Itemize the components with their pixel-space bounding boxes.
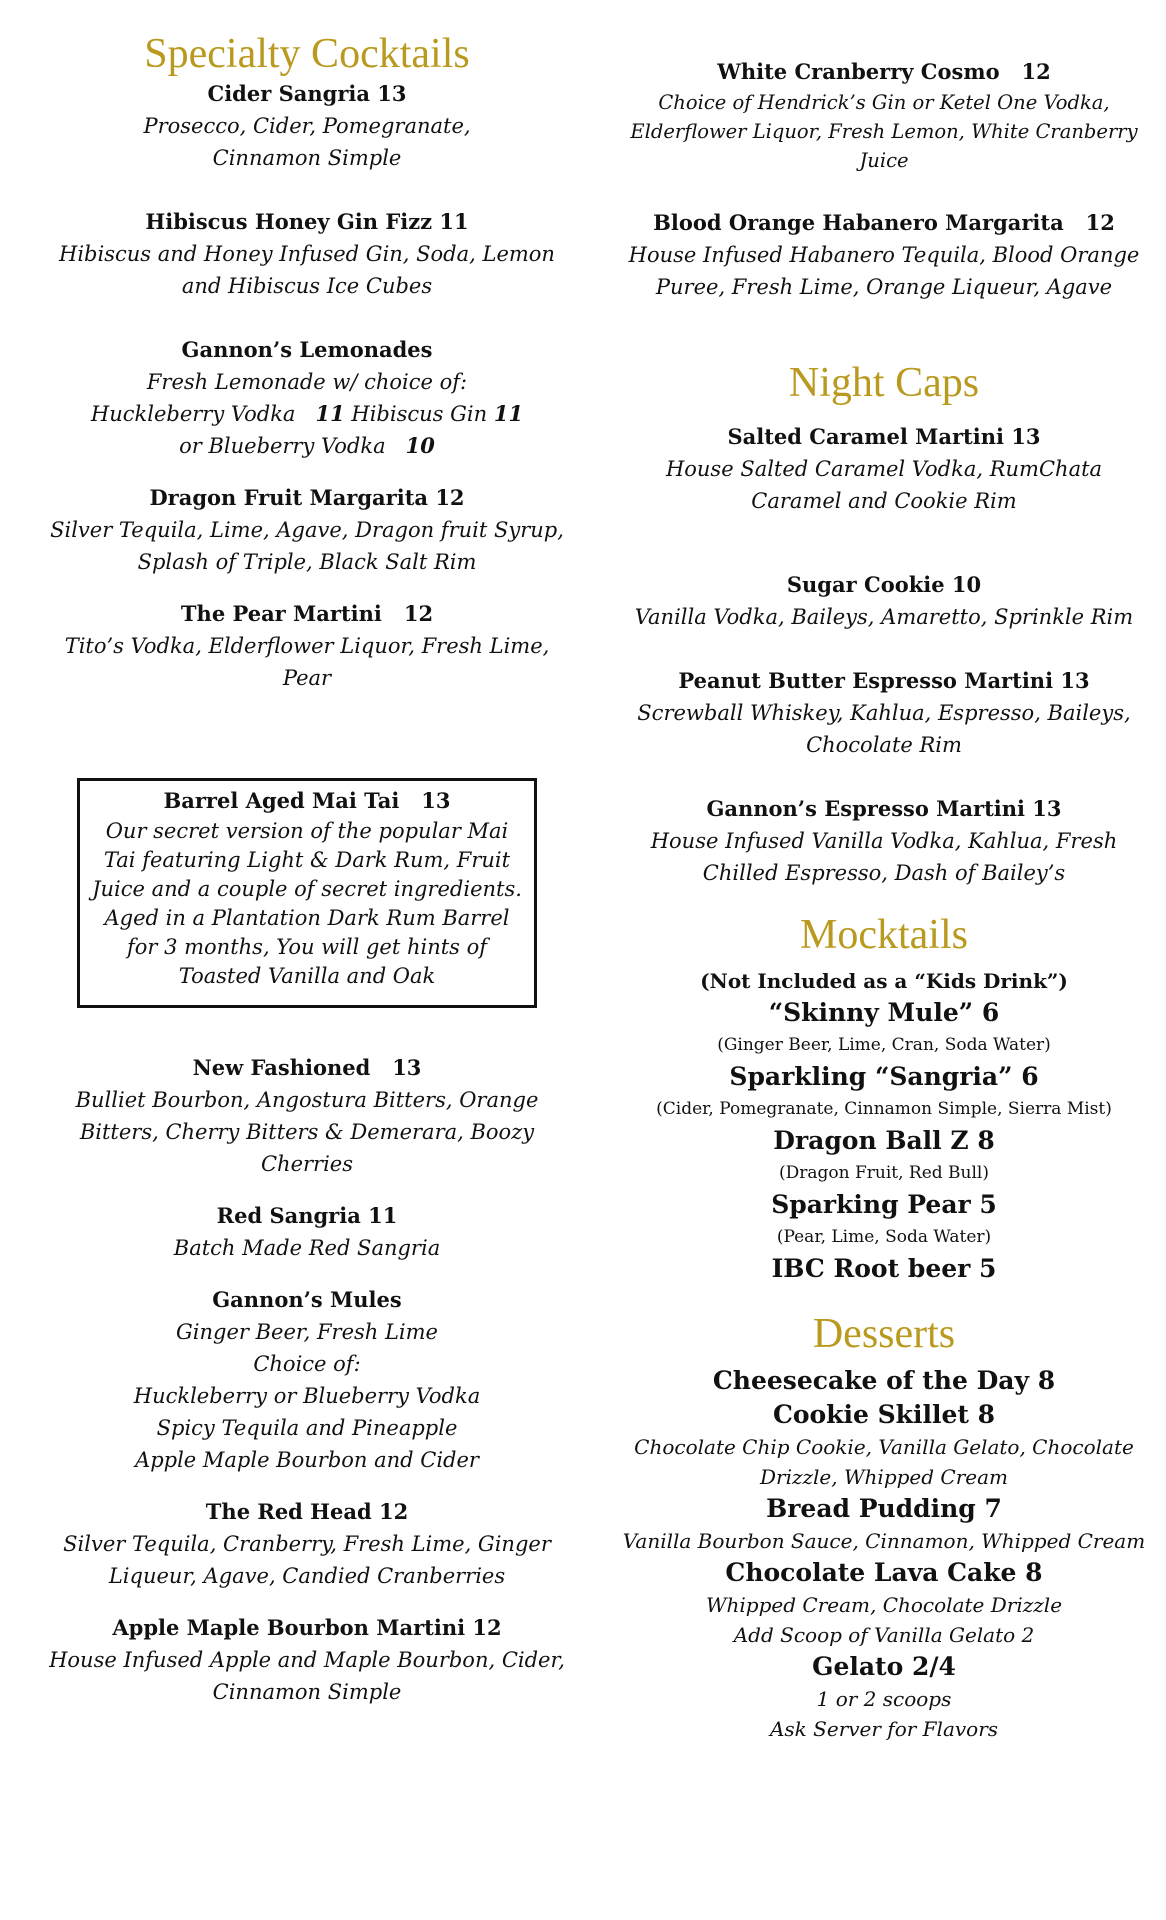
item-desc: Pear bbox=[282, 666, 332, 691]
menu-item-bread-pudding bbox=[614, 1492, 1154, 1556]
item-desc: (Pear, Lime, Soda Water) bbox=[776, 1226, 992, 1247]
item-desc: Bulliet Bourbon, Angostura Bitters, Orange bbox=[75, 1088, 539, 1113]
item-desc: Vanilla Bourbon Sauce, Cinnamon, Whipped Cream bbox=[622, 1528, 1146, 1553]
item-desc: Juice and a couple of secret ingredients. bbox=[92, 877, 522, 902]
item-desc: Hibiscus and Honey Infused Gin, Soda, Lemon bbox=[59, 242, 555, 267]
item-name: Cheesecake of the Day 8 bbox=[712, 1365, 1056, 1395]
item-desc: Ginger Beer, Fresh Lime bbox=[176, 1320, 438, 1345]
item-name: Sparkling “Sangria” 6 bbox=[729, 1061, 1039, 1091]
option-label: Hibiscus Gin bbox=[351, 402, 488, 427]
menu-item-cookie-skillet bbox=[614, 1398, 1154, 1492]
item-desc: Toasted Vanilla and Oak bbox=[178, 964, 436, 989]
menu-item-blood-orange-margarita bbox=[614, 207, 1154, 303]
item-desc: Choice of Hendrick’s Gin or Ketel One Vodka, bbox=[658, 91, 1110, 114]
item-desc: Chilled Espresso, Dash of Bailey’s bbox=[702, 861, 1066, 886]
item-desc: Huckleberry or Blueberry Vodka bbox=[133, 1384, 481, 1409]
item-name: Gannon’s Lemonades bbox=[181, 337, 433, 363]
item-desc: Cherries bbox=[260, 1152, 354, 1177]
item-name: New Fashioned 13 bbox=[192, 1055, 422, 1081]
menu-item-dragon-ball-z bbox=[614, 1124, 1154, 1188]
menu-item-red-head bbox=[18, 1496, 596, 1592]
item-desc: Fresh Lemonade w/ choice of: bbox=[146, 370, 468, 395]
menu-item-apple-maple-martini bbox=[18, 1612, 596, 1708]
item-desc: Caramel and Cookie Rim bbox=[751, 489, 1017, 514]
item-desc: House Infused Apple and Maple Bourbon, Cider, bbox=[49, 1648, 565, 1673]
option-price: 10 bbox=[405, 433, 435, 459]
item-desc: Juice bbox=[859, 149, 909, 172]
desserts-heading: Desserts bbox=[812, 1310, 956, 1357]
item-name: Gannon’s Espresso Martini 13 bbox=[706, 796, 1062, 822]
item-desc: Ask Server for Flavors bbox=[769, 1716, 999, 1741]
item-name: Sugar Cookie 10 bbox=[786, 572, 982, 598]
item-name: White Cranberry Cosmo 12 bbox=[717, 59, 1051, 84]
item-name: IBC Root beer 5 bbox=[771, 1253, 997, 1283]
menu-item-gannons-espresso-martini bbox=[614, 793, 1154, 889]
item-name: The Red Head 12 bbox=[205, 1499, 409, 1525]
menu-item-sugar-cookie bbox=[614, 569, 1154, 633]
right-column bbox=[614, 0, 1154, 1744]
mocktails-heading: Mocktails bbox=[800, 912, 968, 959]
option-price: 11 bbox=[315, 401, 345, 427]
item-desc: Liqueur, Agave, Candied Cranberries bbox=[108, 1564, 506, 1589]
item-desc: Puree, Fresh Lime, Orange Liqueur, Agave bbox=[655, 275, 1113, 299]
item-desc: Tito’s Vodka, Elderflower Liquor, Fresh Lime, bbox=[64, 634, 550, 659]
menu-item-lemonades bbox=[18, 334, 596, 462]
menu-item-sparkling-sangria bbox=[614, 1060, 1154, 1124]
item-desc: for 3 months, You will get hints of bbox=[126, 935, 488, 960]
specialty-cocktails-heading: Specialty Cocktails bbox=[144, 31, 470, 77]
item-desc: Add Scoop of Vanilla Gelato 2 bbox=[733, 1622, 1035, 1647]
menu-item-hibiscus-gin-fizz bbox=[18, 206, 596, 302]
item-name: Gelato 2/4 bbox=[812, 1651, 956, 1681]
item-desc: Choice of: bbox=[253, 1352, 361, 1377]
item-desc: House Salted Caramel Vodka, RumChata bbox=[665, 457, 1103, 482]
item-desc: Silver Tequila, Cranberry, Fresh Lime, Ginger bbox=[63, 1532, 551, 1557]
item-name: Barrel Aged Mai Tai 13 bbox=[163, 788, 451, 814]
item-desc: Apple Maple Bourbon and Cider bbox=[135, 1448, 479, 1473]
menu-item-cheesecake bbox=[614, 1364, 1154, 1398]
item-desc: Aged in a Plantation Dark Rum Barrel bbox=[104, 906, 510, 931]
menu-item-chocolate-lava-cake bbox=[614, 1556, 1154, 1650]
menu-item-new-fashioned bbox=[18, 1052, 596, 1180]
option-label: Huckleberry Vodka bbox=[90, 402, 296, 427]
item-desc: Silver Tequila, Lime, Agave, Dragon fruit Syrup, bbox=[50, 518, 564, 543]
item-name: Dragon Fruit Margarita 12 bbox=[149, 485, 465, 511]
item-desc: Prosecco, Cider, Pomegranate, bbox=[143, 114, 471, 139]
item-name: Cider Sangria 13 bbox=[207, 81, 407, 107]
option-price: 11 bbox=[493, 401, 524, 427]
item-name: Red Sangria 11 bbox=[216, 1203, 398, 1229]
item-desc: Screwball Whiskey, Kahlua, Espresso, Baileys, bbox=[637, 701, 1131, 726]
item-name: Peanut Butter Espresso Martini 13 bbox=[678, 668, 1090, 694]
item-desc: Splash of Triple, Black Salt Rim bbox=[137, 550, 477, 575]
featured-box-mai-tai bbox=[77, 778, 537, 1008]
menu-item-pear-martini bbox=[18, 598, 596, 694]
menu-item-salted-caramel-martini bbox=[614, 421, 1154, 517]
item-name: Cookie Skillet 8 bbox=[772, 1399, 996, 1429]
item-desc: Whipped Cream, Chocolate Drizzle bbox=[705, 1592, 1063, 1617]
item-desc: Vanilla Vodka, Baileys, Amaretto, Sprinkle Rim bbox=[634, 605, 1134, 630]
item-name: Sparking Pear 5 bbox=[771, 1189, 997, 1219]
item-name: “Skinny Mule” 6 bbox=[768, 997, 1000, 1027]
menu-item-peanut-butter-espresso bbox=[614, 665, 1154, 761]
item-name: Dragon Ball Z 8 bbox=[773, 1125, 995, 1155]
item-name: Gannon’s Mules bbox=[212, 1287, 402, 1313]
item-name: The Pear Martini 12 bbox=[180, 601, 434, 627]
menu-item-gelato bbox=[614, 1650, 1154, 1744]
item-desc: (Ginger Beer, Lime, Cran, Soda Water) bbox=[717, 1034, 1051, 1055]
night-caps-heading: Night Caps bbox=[788, 360, 980, 406]
menu-item-mules bbox=[18, 1284, 596, 1476]
menu-item-cider-sangria bbox=[18, 78, 596, 174]
item-desc: House Infused Habanero Tequila, Blood Orange bbox=[628, 243, 1140, 267]
item-name: Hibiscus Honey Gin Fizz 11 bbox=[145, 209, 469, 235]
item-desc: House Infused Vanilla Vodka, Kahlua, Fresh bbox=[650, 829, 1118, 854]
item-desc: Batch Made Red Sangria bbox=[173, 1236, 441, 1261]
item-desc: (Dragon Fruit, Red Bull) bbox=[778, 1162, 990, 1183]
item-name: Blood Orange Habanero Margarita 12 bbox=[653, 210, 1115, 235]
item-name: Apple Maple Bourbon Martini 12 bbox=[112, 1615, 502, 1641]
item-desc: 1 or 2 scoops bbox=[816, 1686, 952, 1711]
item-desc: Our secret version of the popular Mai bbox=[105, 819, 509, 844]
option-label: or Blueberry Vodka bbox=[179, 434, 386, 459]
menu-item-sparking-pear bbox=[614, 1188, 1154, 1252]
item-desc: Tai featuring Light & Dark Rum, Fruit bbox=[103, 848, 511, 873]
menu-item-ibc-root-beer bbox=[614, 1252, 1154, 1286]
item-desc: Elderflower Liquor, Fresh Lemon, White Cranberry bbox=[630, 120, 1138, 143]
item-name: Chocolate Lava Cake 8 bbox=[725, 1557, 1043, 1587]
item-name: Bread Pudding 7 bbox=[766, 1493, 1002, 1523]
item-desc bbox=[18, 430, 596, 462]
item-desc: Bitters, Cherry Bitters & Demerara, Boozy bbox=[79, 1120, 535, 1145]
item-desc: Drizzle, Whipped Cream bbox=[759, 1464, 1009, 1489]
menu-item-red-sangria bbox=[18, 1200, 596, 1264]
menu-item-skinny-mule bbox=[614, 996, 1154, 1060]
item-name: Salted Caramel Martini 13 bbox=[727, 424, 1041, 450]
item-desc: Cinnamon Simple bbox=[212, 1680, 402, 1705]
item-desc: Chocolate Chip Cookie, Vanilla Gelato, Chocolate bbox=[634, 1434, 1134, 1459]
item-desc: Cinnamon Simple bbox=[212, 146, 402, 171]
mocktails-note: (Not Included as a “Kids Drink”) bbox=[700, 968, 1068, 993]
item-desc: Chocolate Rim bbox=[806, 733, 962, 758]
item-desc bbox=[18, 398, 596, 430]
menu-item-white-cranberry-cosmo bbox=[614, 56, 1154, 175]
item-desc: and Hibiscus Ice Cubes bbox=[181, 274, 433, 299]
left-column bbox=[18, 0, 596, 1708]
item-desc: (Cider, Pomegranate, Cinnamon Simple, Sierra Mist) bbox=[656, 1098, 1112, 1119]
menu-item-dragon-fruit-margarita bbox=[18, 482, 596, 578]
item-desc: Spicy Tequila and Pineapple bbox=[156, 1416, 458, 1441]
